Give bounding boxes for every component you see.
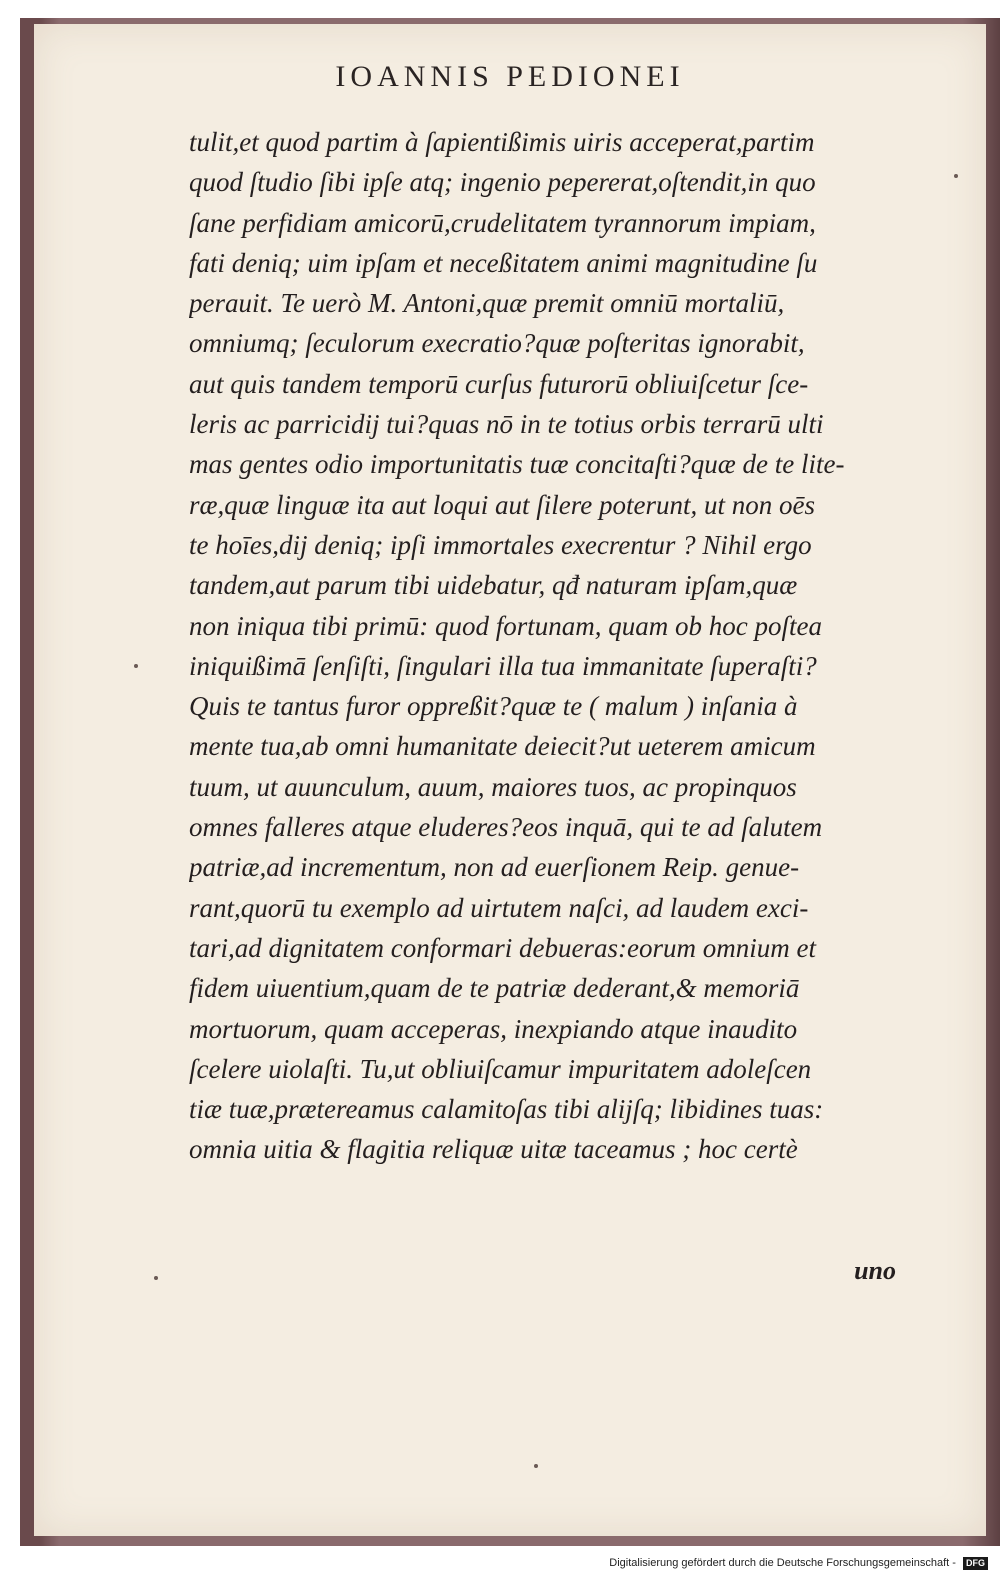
text-line: rant,quorū tu exemplo ad uirtutem naſci, ad laudem exci-: [189, 892, 809, 923]
text-line: tandem,aut parum tibi uidebatur, qđ naturam ipſam,quæ: [189, 570, 798, 601]
text-line: mas gentes odio importunitatis tuæ concitaſti?quæ de te lite-: [189, 449, 845, 480]
text-line: non iniqua tibi primū: quod fortunam, quam ob hoc poſtea: [189, 610, 822, 641]
margin-speck: [534, 1464, 538, 1468]
text-line: omniumq; ſeculorum execratio?quæ poſteritas ignorabit,: [189, 328, 805, 359]
margin-speck: [154, 1276, 158, 1280]
text-line: iniquißimā ſenſiſti, ſingulari illa tua immanitate ſuperaſti?: [189, 650, 817, 681]
text-line: tulit,et quod partim à ſapientißimis uiris acceperat,partim: [189, 127, 815, 157]
text-line: perauit. Te uerò M. Antoni,quæ premit omniū mortaliū,: [189, 288, 785, 319]
text-line: patriæ,ad incrementum, non ad euerſionem Reip. genue-: [189, 852, 800, 883]
text-line: omnia uitia & flagitia reliquæ uitæ taceamus ; hoc certè: [189, 1134, 798, 1165]
text-line: tuum, ut auunculum, auum, maiores tuos, ac propinquos: [189, 771, 797, 802]
text-line: leris ac parricidij tui?quas nō in te totius orbis terrarū ulti: [189, 409, 824, 440]
dfg-logo: DFG: [963, 1557, 988, 1570]
text-line: te hoīes,dij deniq; ipſi immortales execrentur ? Nihil ergo: [189, 529, 812, 560]
text-line: ſcelere uiolaſti. Tu,ut obliuiſcamur impuritatem adoleſcen: [189, 1053, 812, 1084]
text-line: fidem uiuentium,quam de te patriæ dederant,& memoriā: [189, 973, 800, 1004]
text-line: Quis te tantus furor oppreßit?quæ te ( malum ) inſania à: [189, 691, 798, 722]
footer-bar: [0, 1546, 1000, 1581]
body-text: [189, 122, 929, 1170]
running-head: IOANNIS PEDIONEI: [335, 60, 685, 93]
text-line: aut quis tandem temporū curſus futurorū obliuiſcetur ſce-: [189, 368, 809, 399]
margin-speck: [134, 664, 138, 668]
text-line: mente tua,ab omni humanitate deiecit?ut ueterem amicum: [189, 731, 816, 762]
catchword: uno: [854, 1256, 896, 1285]
text-line: tiæ tuæ,prætereamus calamitoſas tibi alijſq; libidines tuas:: [189, 1094, 824, 1125]
text-line: ræ,quæ linguæ ita aut loqui aut ſilere poterunt, ut non oēs: [189, 489, 816, 520]
book-page: [34, 24, 986, 1536]
text-line: ſane perfidiam amicorū,crudelitatem tyrannorum impiam,: [189, 207, 816, 238]
text-line: quod ſtudio ſibi ipſe atq; ingenio pepererat,oſtendit,in quo: [189, 167, 816, 198]
text-line: tari,ad dignitatem conformari debueras:eorum omnium et: [189, 932, 816, 963]
text-line: mortuorum, quam acceperas, inexpiando atque inaudito: [189, 1013, 798, 1044]
text-line: fati deniq; uim ipſam et neceßitatem animi magnitudine ſu: [189, 247, 818, 278]
margin-speck: [954, 174, 958, 178]
footer-credit: Digitalisierung gefördert durch die Deutsche Forschungsgemeinschaft -: [609, 1557, 956, 1569]
text-line: omnes falleres atque eluderes?eos inquā, qui te ad ſalutem: [189, 812, 823, 843]
